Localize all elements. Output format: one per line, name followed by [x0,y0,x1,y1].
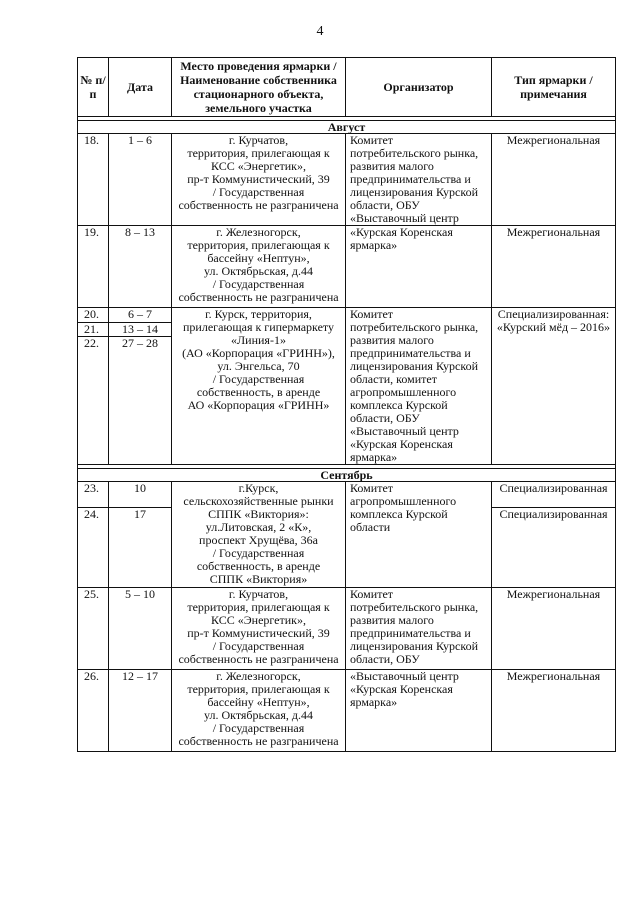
cell-line: территория, прилегающая к [187,146,330,160]
header-place: Место проведения ярмарки / Наименование собственника стационарного объекта, земельного участка [172,58,346,117]
cell-line: «Выставочный центр [350,424,459,438]
cell-line: / Государственная [212,721,305,735]
row-place [172,134,346,226]
row-num: 24. [78,508,109,588]
row-num: 21. [78,323,109,337]
cell-line: Комитет [350,307,394,321]
row-date: 1 – 6 [109,134,172,226]
cell-line: развития малого [350,333,434,347]
row-type: Межрегиональная [492,588,616,670]
row-num: 23. [78,482,109,508]
cell-line: агропромышленного [350,494,457,508]
cell-line: собственность, в аренде [196,385,321,399]
cell-line: / Государственная [212,546,305,560]
cell-line: лицензирования Курской [350,359,479,373]
cell-line: / Государственная [212,277,305,291]
page-number: 4 [316,24,324,39]
cell-line: развития малого [350,613,434,627]
cell-line: собственность не разграничена [178,198,339,212]
cell-line: потребительского рынка, [350,600,479,614]
cell-line: «Выставочный центр [350,211,459,225]
row-type: Межрегиональная [492,226,616,308]
row-place [172,670,346,752]
cell-line: лицензирования Курской [350,185,479,199]
row-date: 12 – 17 [109,670,172,752]
cell-line: области, ОБУ [350,411,420,425]
row-date: 10 [109,482,172,508]
cell-line: ул.Литовская, 2 «К», [205,520,312,534]
row-organizer [346,308,492,465]
cell-line: лицензирования Курской [350,639,479,653]
row-organizer [346,588,492,670]
month-label: Август [78,121,616,134]
cell-line: ярмарка» [350,238,398,252]
cell-line: / Государственная [212,372,305,386]
table-row [78,670,616,752]
cell-line: предпринимательства и [350,172,471,186]
cell-line: / Государственная [212,185,305,199]
cell-line: ул. Октябрьская, д.44 [204,708,313,722]
row-place [172,308,346,465]
row-date: 8 – 13 [109,226,172,308]
row-place [172,226,346,308]
cell-line: предпринимательства и [350,626,471,640]
cell-line: СППК «Виктория»: [208,507,309,521]
row-type: Межрегиональная [492,134,616,226]
cell-line: г. Курчатов, [228,133,289,147]
cell-line: ул. Октябрьская, д.44 [204,264,313,278]
row-organizer [346,134,492,226]
row-organizer [346,670,492,752]
cell-line: сельскохозяйственные рынки [183,494,334,508]
cell-line: территория, прилегающая к [187,682,330,696]
cell-line: области [350,520,391,534]
row-type: Специализированная [492,508,616,588]
cell-line: «Линия-1» [231,333,286,347]
cell-line: Комитет [350,587,394,601]
cell-line: бассейну «Нептун», [207,695,310,709]
row-num: 25. [78,588,109,670]
cell-line: области, комитет [350,372,437,386]
cell-line: области, ОБУ [350,198,420,212]
cell-line: г.Курск, [238,481,279,495]
cell-line: комплекса Курской [350,398,448,412]
row-date: 6 – 7 [109,308,172,323]
cell-line: собственность, в аренде [196,559,321,573]
month-label: Сентябрь [78,469,616,482]
table-row [78,226,616,308]
cell-line: КСС «Энергетик», [211,159,306,173]
row-type: Специализированная: «Курский мёд – 2016» [492,308,616,465]
cell-line: ул. Энгельса, 70 [217,359,300,373]
row-place [172,482,346,588]
fair-schedule-table [77,57,616,752]
row-num: 18. [78,134,109,226]
header-date: Дата [109,58,172,117]
table-row [78,134,616,226]
cell-line: потребительского рынка, [350,146,479,160]
cell-line: (АО «Корпорация «ГРИНН»), [182,346,335,360]
cell-line: комплекса Курской [350,507,448,521]
row-num: 22. [78,337,109,465]
cell-line: области, ОБУ [350,652,420,666]
cell-line: г. Курск, территория, [205,307,312,321]
cell-line: «Выставочный центр [350,669,459,683]
cell-line: г. Железногорск, [216,225,301,239]
table-row [78,308,616,323]
cell-line: предпринимательства и [350,346,471,360]
row-date: 27 – 28 [109,337,172,465]
cell-line: Комитет [350,481,394,495]
row-place [172,588,346,670]
cell-line: ярмарка» [350,450,398,464]
cell-line: «Курская Коренская [350,437,453,451]
table-row [78,588,616,670]
row-num: 20. [78,308,109,323]
month-row-september [78,469,616,482]
cell-line: потребительского рынка, [350,320,479,334]
cell-line: бассейну «Нептун», [207,251,310,265]
table-header-row [78,58,616,117]
cell-line: проспект Хрущёва, 36а [199,533,318,547]
header-organizer: Организатор [346,58,492,117]
row-organizer [346,482,492,588]
cell-line: г. Курчатов, [228,587,289,601]
header-num: № п/п [78,58,109,117]
row-num: 19. [78,226,109,308]
row-date: 13 – 14 [109,323,172,337]
cell-line: территория, прилегающая к [187,238,330,252]
cell-line: / Государственная [212,639,305,653]
cell-line: СППК «Виктория» [209,572,308,586]
row-date: 5 – 10 [109,588,172,670]
row-organizer [346,226,492,308]
cell-line: пр-т Коммунистический, 39 [187,172,330,186]
cell-line: г. Железногорск, [216,669,301,683]
cell-line: собственность не разграничена [178,290,339,304]
cell-line: ярмарка» [350,695,398,709]
cell-line: территория, прилегающая к [187,600,330,614]
month-row-august [78,121,616,134]
cell-line: «Курская Коренская [350,682,453,696]
cell-line: пр-т Коммунистический, 39 [187,626,330,640]
cell-line: КСС «Энергетик», [211,613,306,627]
cell-line: прилегающая к гипермаркету [183,320,334,334]
cell-line: развития малого [350,159,434,173]
table-row [78,482,616,508]
cell-line: Комитет [350,133,394,147]
cell-line: агропромышленного [350,385,457,399]
cell-line: АО «Корпорация «ГРИНН» [187,398,330,412]
header-type: Тип ярмарки / примечания [492,58,616,117]
row-date: 17 [109,508,172,588]
cell-line: «Курская Коренская [350,225,453,239]
row-type: Специализированная [492,482,616,508]
cell-line: собственность не разграничена [178,652,339,666]
row-num: 26. [78,670,109,752]
row-type: Межрегиональная [492,670,616,752]
cell-line: собственность не разграничена [178,734,339,748]
